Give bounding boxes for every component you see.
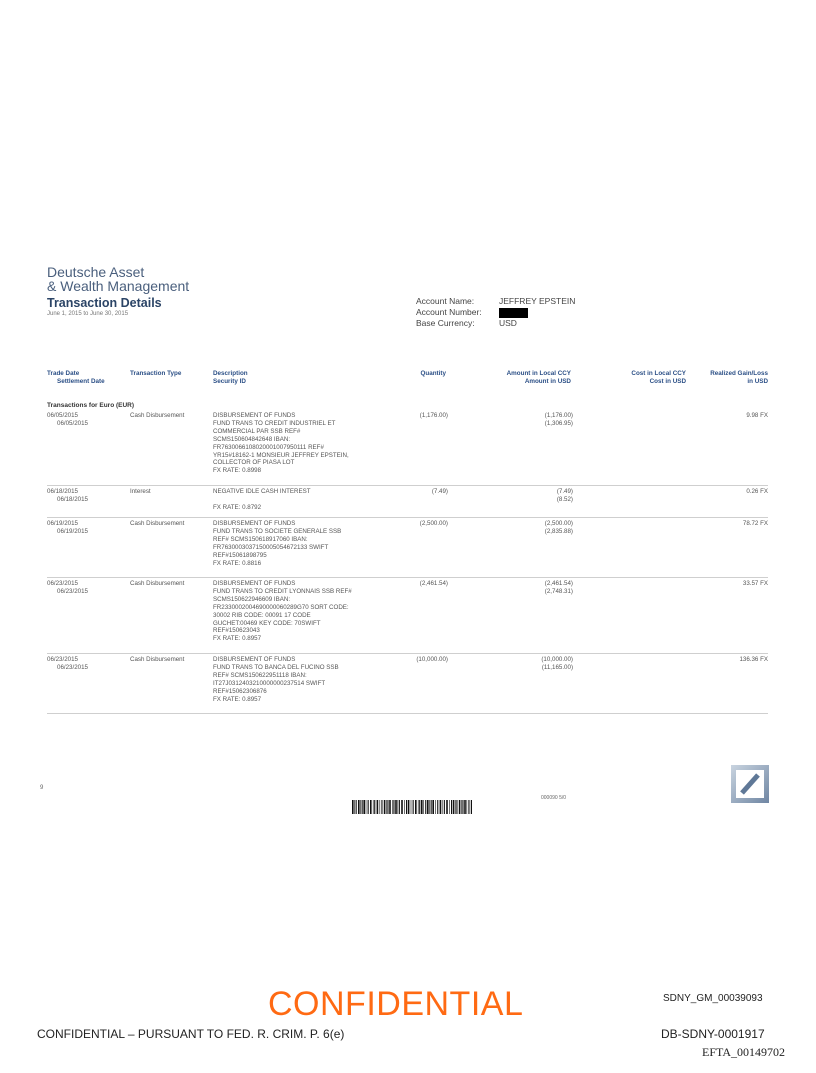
base-currency-label: Base Currency: bbox=[416, 318, 475, 328]
table-row bbox=[47, 488, 768, 518]
db-bates-number: DB-SDNY-0001917 bbox=[661, 1027, 765, 1041]
desc-line: DISBURSEMENT OF FUNDS bbox=[213, 656, 296, 663]
amount-usd: (11,165.00) bbox=[541, 663, 573, 671]
desc-line: DISBURSEMENT OF FUNDS bbox=[213, 520, 296, 527]
desc-line: FX RATE: 0.8816 bbox=[213, 559, 262, 567]
desc-line: REF# SCMS150618917060 IBAN: bbox=[213, 535, 308, 543]
desc-line: DISBURSEMENT OF FUNDS bbox=[213, 580, 296, 587]
desc-line bbox=[213, 496, 311, 504]
amount-local: (7.49) bbox=[556, 488, 573, 495]
amount-usd: (8.52) bbox=[556, 495, 573, 503]
col-security-id: Security ID bbox=[213, 378, 246, 385]
trade-date: 06/18/2015 bbox=[47, 488, 78, 495]
desc-line: FX RATE: 0.8998 bbox=[213, 467, 262, 475]
quantity: (7.49) bbox=[431, 488, 448, 495]
amount-local: (2,500.00) bbox=[544, 520, 573, 527]
settlement-date: 06/19/2015 bbox=[57, 528, 88, 535]
account-info bbox=[416, 296, 575, 329]
desc-line: NEGATIVE IDLE CASH INTEREST bbox=[213, 488, 311, 495]
settlement-date: 06/18/2015 bbox=[57, 496, 88, 503]
col-header-gain bbox=[690, 370, 768, 386]
transaction-type: Interest bbox=[130, 488, 151, 495]
trade-date: 06/19/2015 bbox=[47, 520, 78, 527]
col-header-cost bbox=[600, 370, 686, 386]
desc-line: COMMERCIAL PAR SSB REF# bbox=[213, 427, 301, 435]
amount-usd: (1,306.95) bbox=[544, 419, 573, 427]
amount-usd: (2,748.31) bbox=[544, 587, 573, 595]
desc-line: FR2330002004690000060289G70 SORT CODE: bbox=[213, 603, 349, 611]
amount-usd: (2,835.88) bbox=[544, 527, 573, 535]
col-trade-date: Trade Date bbox=[47, 370, 80, 377]
col-quantity: Quantity bbox=[420, 370, 446, 377]
base-currency-value: USD bbox=[499, 318, 517, 328]
page-number: 9 bbox=[40, 785, 44, 791]
quantity: (2,461.54) bbox=[419, 580, 448, 587]
desc-line: REF#15061898795 bbox=[213, 551, 267, 559]
confidential-notice: CONFIDENTIAL – PURSUANT TO FED. R. CRIM. P. 6(e) bbox=[37, 1027, 345, 1041]
realized-gain: 78.72 FX bbox=[742, 520, 768, 527]
col-header-dates bbox=[47, 370, 105, 386]
settlement-date: 06/23/2015 bbox=[57, 664, 88, 671]
description bbox=[213, 656, 339, 703]
brand-line-2: & Wealth Management bbox=[47, 278, 190, 294]
amount-local: (10,000.00) bbox=[541, 656, 573, 663]
desc-line: FUND TRANS TO CREDIT INDUSTRIEL ET bbox=[213, 419, 336, 427]
barcode-icon bbox=[352, 800, 472, 814]
quantity: (10,000.00) bbox=[416, 656, 448, 663]
brand-line-1: Deutsche Asset bbox=[47, 264, 145, 280]
table-row bbox=[47, 580, 768, 654]
realized-gain: 33.57 FX bbox=[742, 580, 768, 587]
amount-local: (1,176.00) bbox=[544, 412, 573, 419]
desc-line: SCMS150604842648 IBAN: bbox=[213, 435, 291, 443]
sdny-bates-number: SDNY_GM_00039093 bbox=[663, 993, 763, 1004]
transaction-type: Cash Disbursement bbox=[130, 520, 185, 527]
amount bbox=[557, 488, 573, 504]
trade-date: 06/23/2015 bbox=[47, 656, 78, 663]
deutsche-bank-slash-square-icon bbox=[731, 765, 769, 803]
table-row bbox=[47, 656, 768, 714]
trade-date: 06/23/2015 bbox=[47, 580, 78, 587]
page-title: Transaction Details bbox=[47, 296, 162, 310]
col-transaction-type: Transaction Type bbox=[130, 370, 182, 377]
description bbox=[213, 580, 352, 643]
account-number-label: Account Number: bbox=[416, 307, 482, 317]
amount bbox=[545, 520, 573, 536]
desc-line: IT27J0312403210000000237514 SWIFT bbox=[213, 679, 326, 687]
document-code: 000090 5/0 bbox=[541, 795, 567, 801]
quantity: (1,176.00) bbox=[419, 412, 448, 419]
amount bbox=[545, 412, 573, 428]
section-title: Transactions for Euro (EUR) bbox=[47, 402, 135, 409]
col-header-description bbox=[213, 370, 248, 386]
desc-line: FR7630003037150005054672133 SWIFT bbox=[213, 543, 329, 551]
desc-line: FR7630066108020001007950111 REF# bbox=[213, 443, 324, 451]
description bbox=[213, 488, 311, 512]
description bbox=[213, 412, 349, 475]
trade-date: 06/05/2015 bbox=[47, 412, 78, 419]
realized-gain: 136.36 FX bbox=[739, 656, 768, 663]
desc-line: FUND TRANS TO BANCA DEL FUCINO SSB bbox=[213, 663, 339, 671]
col-settlement-date: Settlement Date bbox=[57, 378, 105, 385]
col-gain-line1: Realized Gain/Loss bbox=[710, 370, 768, 377]
col-cost-usd: Cost in USD bbox=[649, 378, 686, 385]
desc-line: FUND TRANS TO CREDIT LYONNAIS SSB REF# bbox=[213, 587, 352, 595]
desc-line: REF# SCMS150622951118 IBAN: bbox=[213, 671, 307, 679]
description bbox=[213, 520, 341, 567]
col-amount-local: Amount in Local CCY bbox=[506, 370, 571, 377]
col-gain-line2: in USD bbox=[747, 378, 768, 385]
col-cost-local: Cost in Local CCY bbox=[631, 370, 686, 377]
desc-line: SCMS150622946609 IBAN: bbox=[213, 595, 291, 603]
table-row bbox=[47, 412, 768, 486]
redaction-box bbox=[499, 308, 528, 318]
desc-line: REF#15062306876 bbox=[213, 687, 267, 695]
confidential-stamp: CONFIDENTIAL bbox=[268, 985, 524, 1023]
col-header-amount bbox=[470, 370, 571, 386]
amount-local: (2,461.54) bbox=[544, 580, 573, 587]
brand-logo-text bbox=[47, 265, 189, 293]
desc-line: REF#150623043 bbox=[213, 627, 260, 635]
amount bbox=[545, 580, 573, 596]
desc-line: FX RATE: 0.8792 bbox=[213, 503, 262, 511]
settlement-date: 06/23/2015 bbox=[57, 588, 88, 595]
transaction-type: Cash Disbursement bbox=[130, 580, 185, 587]
transaction-type: Cash Disbursement bbox=[130, 412, 185, 419]
desc-line: FX RATE: 0.8957 bbox=[213, 695, 262, 703]
desc-line: GUCHET:00469 KEY CODE: 70SWIFT bbox=[213, 619, 321, 627]
desc-line: 30002 RIB CODE: 00091 17 CODE bbox=[213, 611, 311, 619]
report-period: June 1, 2015 to June 30, 2015 bbox=[47, 311, 129, 317]
account-name-label: Account Name: bbox=[416, 296, 475, 306]
desc-line: FX RATE: 0.8957 bbox=[213, 635, 262, 643]
transaction-type: Cash Disbursement bbox=[130, 656, 185, 663]
desc-line: YR15#18162-1 MONSIEUR JEFFREY EPSTEIN, bbox=[213, 451, 349, 459]
efta-number: EFTA_00149702 bbox=[702, 1045, 786, 1059]
table-row bbox=[47, 520, 768, 578]
amount bbox=[541, 656, 573, 672]
col-description: Description bbox=[213, 370, 248, 377]
desc-line: COLLECTOR OF PIASA LOT bbox=[213, 459, 295, 467]
desc-line: FUND TRANS TO SOCIETE GENERALE SSB bbox=[213, 527, 342, 535]
account-name-value: JEFFREY EPSTEIN bbox=[499, 296, 576, 306]
realized-gain: 9.98 FX bbox=[746, 412, 768, 419]
col-amount-usd: Amount in USD bbox=[524, 378, 571, 385]
realized-gain: 0.26 FX bbox=[746, 488, 768, 495]
desc-line: DISBURSEMENT OF FUNDS bbox=[213, 412, 296, 419]
quantity: (2,500.00) bbox=[419, 520, 448, 527]
settlement-date: 06/05/2015 bbox=[57, 420, 88, 427]
